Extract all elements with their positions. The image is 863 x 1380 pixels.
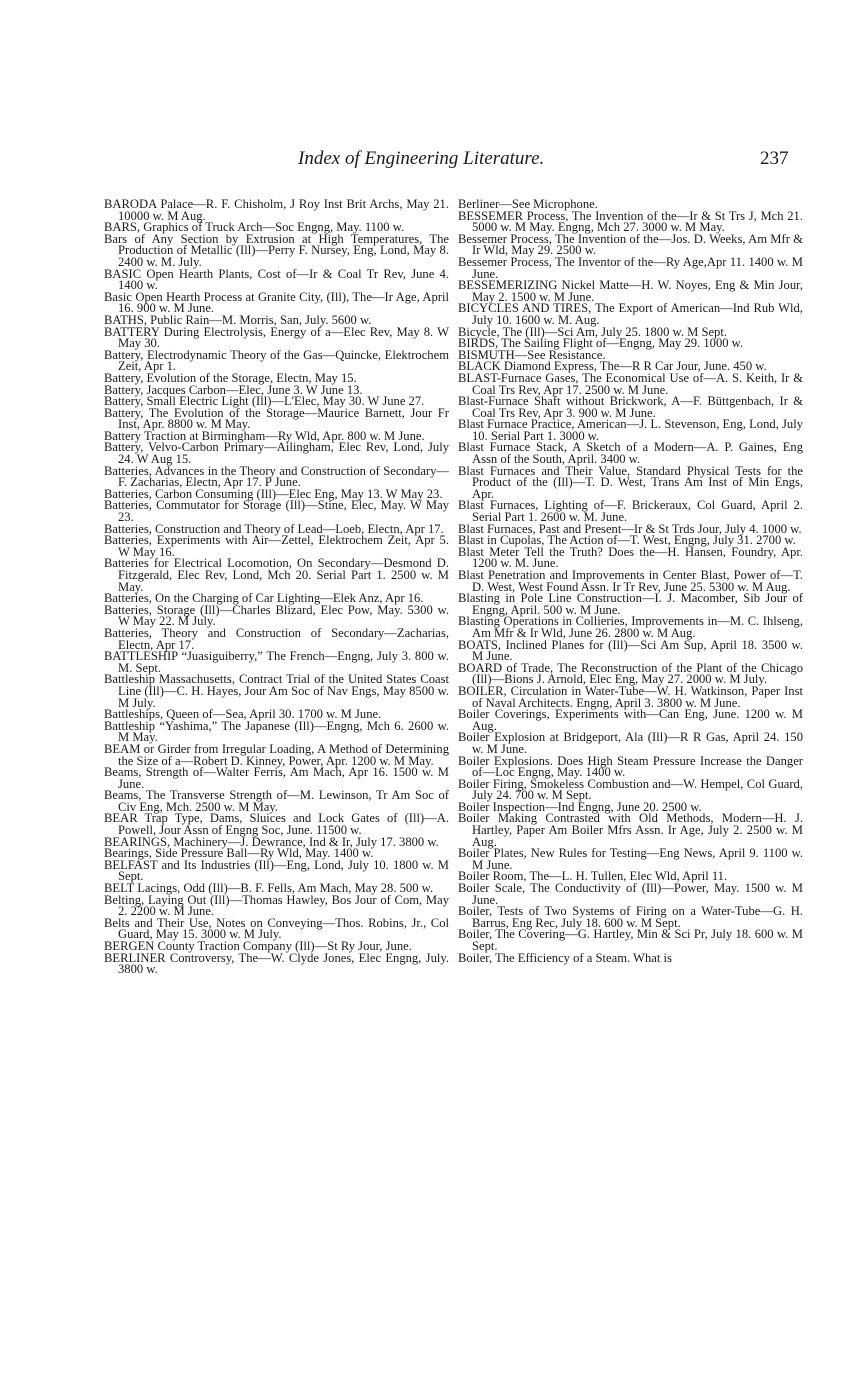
index-entry: Batteries, Carbon Consuming (Ill)—Elec Eng, May 13. W May 23. (104, 486, 443, 501)
index-entry: BEAM or Girder from Irregular Loading, A Method of Determining the Size of a—Robert D. Kinney, Power, Apr. 1200 w. M May. (104, 741, 449, 768)
index-entry: Blast Meter Tell the Truth? Does the—H. Hansen, Foundry, Apr. 1200 w. M. June. (458, 544, 803, 571)
index-entry: Boiler, Tests of Two Systems of Firing on a Water-Tube—G. H. Barrus, Eng Rec, July 18. 600 w. M Sept. (458, 904, 803, 930)
index-entry: Blast Furnaces, Lighting of—F. Brickeraux, Col Guard, April 2. Serial Part 1. 2600 w. M. June. (458, 498, 803, 525)
index-entry: BATTERY During Electrolysis, Energy of a—Elec Rev, May 8. W May 30. (104, 324, 449, 351)
index-entry: BATTLESHIP “Juasiguiberry,” The French—Engng, July 3. 800 w. M. Sept. (104, 649, 449, 675)
index-entry: Belting, Laying Out (Ill)—Thomas Hawley, Bos Jour of Com, May 2. 2200 w. M June. (104, 892, 449, 919)
index-entry: Batteries for Electrical Locomotion, On Secondary—Desmond D. Fitzgerald, Elec Rev, Lond, Mch 20. Serial Part 1. 2500 w. M May. (104, 556, 449, 594)
index-entry: Boiler Room, The—L. H. Tullen, Elec Wld, April 11. (458, 869, 728, 884)
page-header (0, 148, 863, 178)
index-entry: Battery, Jacques Carbon—Elec, June 3. W June 13. (104, 382, 363, 397)
index-entry: Battleship Massachusetts, Contract Trial of the United States Coast Line (Ill)—C. H. Hayes, Jour Am Soc of Nav Engs, May 8500 w. M July. (104, 672, 449, 710)
index-entry: Boiler Explosions. Does High Steam Pressure Increase the Danger of—Loc Engng, May. 1400 w. (458, 753, 803, 780)
index-entry: Blasting Operations in Collieries, Improvements in—M. C. Ihlseng, Am Mfr & Ir Wld, June 26. 2800 w. M Aug. (458, 614, 803, 640)
index-entry: Batteries, On the Charging of Car Lighting—Elek Anz, Apr 16. (104, 591, 424, 606)
index-entry: Boiler Explosion at Bridgeport, Ala (Ill)—R R Gas, April 24. 150 w. M June. (458, 730, 803, 756)
index-entry: BARS, Graphics of Truck Arch—Soc Engng, May. 1100 w. (104, 220, 405, 235)
index-entry: BESSEMER Process, The Invention of the—Ir & St Trs J, Mch 21. 5000 w. M May. Engng, Mch 27. 3000 w. M May. (458, 208, 803, 235)
index-entry: BELFAST and Its Industries (Ill)—Eng, Lond, July 10. 1800 w. M Sept. (104, 857, 449, 884)
index-entry: Batteries, Theory and Construction of Secondary—Zacharias, Electn, Apr 17. (104, 625, 449, 652)
index-entry: Boiler Scale, The Conductivity of (Ill)—Power, May. 1500 w. M June. (458, 881, 803, 907)
index-entry: BLAST-Furnace Gases, The Economical Use of—A. S. Keith, Ir & Coal Trs Rev, Apr 17. 2500 w. M June. (458, 370, 803, 397)
index-entry: Bessemer Process, The Inventor of the—Ry Age,Apr 11. 1400 w. M June. (458, 254, 803, 281)
index-entry: BEAR Trap Type, Dams, Sluices and Lock Gates of (Ill)—A. Powell, Jour Assn of Engng Soc, June. 11500 w. (104, 811, 449, 838)
index-entry: BICYCLES AND TIRES, The Export of American—Ind Rub Wld, July 10. 1600 w. M. Aug. (458, 301, 803, 327)
index-entry: Blast Furnace Practice, American—J. L. Stevenson, Eng, Lond, July 10. Serial Part 1. 3000 w. (458, 417, 803, 443)
index-entry: Blast-Furnace Shaft without Brickwork, A—F. Büttgenbach, Ir & Coal Trs Rev, Apr 3. 900 w. M June. (458, 394, 803, 420)
index-entry: BOILER, Circulation in Water-Tube—W. H. Watkinson, Paper Inst of Naval Architects. Engng, April 3. 3800 w. M June. (458, 683, 803, 710)
index-entry: Blast Furnace Stack, A Sketch of a Modern—A. P. Gaines, Eng Assn of the South, April. 3400 w. (458, 440, 803, 467)
index-entry: Beams, The Transverse Strength of—M. Lewinson, Tr Am Soc of Civ Eng, Mch. 2500 w. M May. (104, 788, 449, 814)
page-number: 237 (760, 148, 789, 169)
index-entry: Blast Furnaces and Their Value, Standard Physical Tests for the Product of the (Ill)—T. D. West, Trans Am Inst of Min Engs, Apr. (458, 463, 803, 501)
index-entry: Boiler Inspection—Ind Engng, June 20. 2500 w. (458, 799, 702, 814)
index-entry: Boiler Plates, New Rules for Testing—Eng News, April 9. 1100 w. M June. (458, 846, 803, 872)
index-entry: BARODA Palace—R. F. Chisholm, J Roy Inst Brit Archs, May 21. 10000 w. M Aug. (104, 197, 449, 223)
index-entry: BERGEN County Traction Company (Ill)—St Ry Jour, June. (104, 939, 412, 953)
index-entry: Battery Traction at Birmingham—Ry Wld, Apr. 800 w. M June. (104, 428, 425, 443)
index-entry: Blast in Cupolas, The Action of—T. West, Engng, July 31. 2700 w. (458, 533, 796, 548)
index-entry: Blast Furnaces, Past and Present—Ir & St Trds Jour, July 4. 1000 w. (458, 521, 802, 536)
index-entry: Boiler, The Covering—G. Hartley, Min & Sci Pr, July 18. 600 w. M Sept. (458, 927, 803, 953)
index-entry: BEARINGS, Machinery—J. Dewrance, Ind & Ir, July 17. 3800 w. (104, 834, 439, 849)
index-entry: BESSEMERIZING Nickel Matte—H. W. Noyes, Eng & Min Jour, May 2. 1500 w. M June. (458, 278, 803, 304)
index-entry: Batteries, Advances in the Theory and Construction of Secondary—F. Zacharias, Electn, Apr 17. P June. (104, 463, 449, 490)
index-entry: Batteries, Commutator for Storage (Ill)—Stine, Elec, May. W May 23. (104, 498, 449, 525)
index-entry: Batteries, Experiments with Air—Zettel, Elektrochem Zeit, Apr 5. W May 16. (104, 533, 449, 559)
index-entry: Batteries, Construction and Theory of Lead—Loeb, Electn, Apr 17. (104, 521, 444, 536)
index-entry: Bars of Any Section by Extrusion at High Temperatures, The Production of Metallic (Ill)—Perry F. Nursey, Eng, Lond, May 8. 2400 w. M. July. (104, 231, 449, 269)
index-entry: Berliner—See Microphone. (458, 197, 598, 211)
index-entry: BLACK Diamond Express, The—R R Car Jour, June. 450 w. (458, 359, 767, 374)
index-entry: Battery, Velvo-Carbon Primary—Ailingham, Elec Rev, Lond, July 24. W Aug 15. (104, 440, 449, 467)
index-entry: Battery, The Evolution of the Storage—Maurice Barnett, Jour Fr Inst, Apr. 8800 w. M May. (104, 405, 449, 432)
index-entry: Boiler Firing, Smokeless Combustion and—W. Hempel, Col Guard, July 24. 700 w. M Sept. (458, 776, 803, 803)
index-entry: BERLINER Controversy, The—W. Clyde Jones, Elec Engng, July. 3800 w. (104, 950, 449, 977)
index-entry: Battleships, Queen of—Sea, April 30. 1700 w. M June. (104, 707, 382, 722)
index-entry: BASIC Open Hearth Plants, Cost of—Ir & Coal Tr Rev, June 4. 1400 w. (104, 266, 449, 293)
index-entry: Beams, Strength of—Walter Ferris, Am Mach, Apr 16. 1500 w. M June. (104, 765, 449, 791)
index-entry: Blast Penetration and Improvements in Center Blast, Power of—T. D. West, West Found Assn. Ir Tr Rev, June 25. 5300 w. M Aug. (458, 568, 803, 594)
index-entry: Bearings, Side Pressure Ball—Ry Wld, May. 1400 w. (104, 846, 374, 861)
index-entry: BOARD of Trade, The Reconstruction of the Plant of the Chicago (Ill)—Bions J. Arnold, Elec Eng, May 27. 2000 w. M July. (458, 660, 803, 687)
left-column (104, 199, 449, 976)
index-entry: Blasting in Pole Line Construction—I. J. Macomber, Sib Jour of Engng, April. 500 w. M June. (458, 591, 803, 617)
index-entry: Battery, Evolution of the Storage, Electn, May 15. (104, 370, 357, 385)
index-entry: Bessemer Process, The Invention of the—Jos. D. Weeks, Am Mfr & Ir Wld, May 29. 2500 w. (458, 231, 803, 258)
index-entry: BELT Lacings, Odd (Ill)—B. F. Fells, Am Mach, May 28. 500 w. (104, 881, 434, 896)
index-entry: BOATS, Inclined Planes for (Ill)—Sci Am Sup, April 18. 3500 w. M June. (458, 637, 803, 664)
index-entry: BISMUTH—See Resistance. (458, 347, 606, 362)
index-entry: Basic Open Hearth Process at Granite City, (Ill), The—Ir Age, April 16. 900 w. M June. (104, 289, 449, 316)
index-entry: Battleship “Yashima,” The Japanese (Ill)—Engng, Mch 6. 2600 w. M May. (104, 718, 449, 745)
running-title: Index of Engineering Literature. (298, 148, 545, 169)
index-entry: BATHS, Public Rain—M. Morris, San, July. 5600 w. (104, 312, 372, 327)
index-entry: Battery, Small Electric Light (Ill)—L'Elec, May 30. W June 27. (104, 394, 425, 409)
index-entry: Belts and Their Use, Notes on Conveying—Thos. Robins, Jr., Col Guard, May 15. 3000 w. M July. (104, 915, 449, 942)
index-entry: Boiler, The Efficiency of a Steam. What is (458, 950, 672, 965)
right-column (458, 199, 803, 964)
index-entry: Boiler Making Contrasted with Old Methods, Modern—H. J. Hartley, Paper Am Boiler Mfrs Assn. Ir Age, July 2. 2500 w. M Aug. (458, 811, 803, 849)
index-entry: Boiler Coverings, Experiments with—Can Eng, June. 1200 w. M Aug. (458, 707, 803, 733)
index-entry: Battery, Electrodynamic Theory of the Gas—Quincke, Elektrochem Zeit, Apr 1. (104, 347, 449, 374)
index-entry: Bicycle, The (Ill)—Sci Am, July 25. 1800 w. M Sept. (458, 324, 727, 339)
index-entry: Batteries, Storage (Ill)—Charles Blizard, Elec Pow, May. 5300 w. W May 22. M July. (104, 602, 449, 629)
index-entry: BIRDS, The Sailing Flight of—Engng, May 29. 1000 w. (458, 336, 744, 351)
